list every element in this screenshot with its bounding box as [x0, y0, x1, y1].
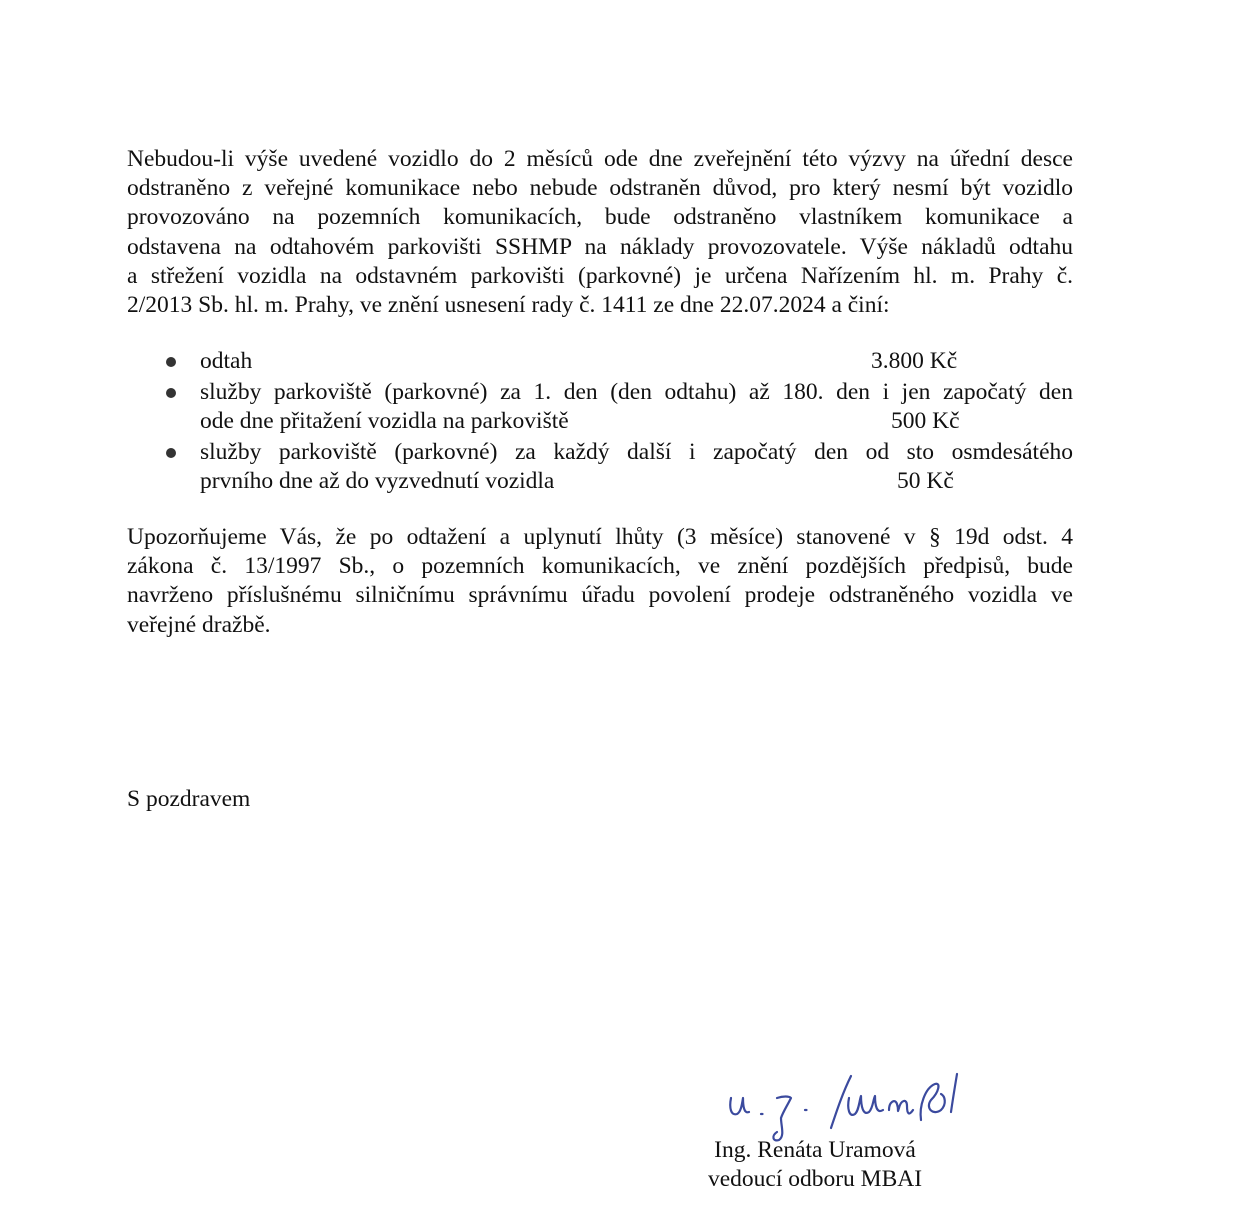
paragraph-line: odstraněno z veřejné komunikace nebo nebude odstraněn důvod, pro který nesmí být vozidlo	[127, 175, 1073, 202]
fee-description: služby parkoviště (parkovné) za každý další i započatý den od sto osmdesátého	[200, 438, 1073, 465]
fee-description: odtah	[200, 348, 253, 374]
fee-description: služby parkoviště (parkovné) za 1. den (den odtahu) až 180. den i jen započatý den	[200, 378, 1073, 405]
signer-role: vedoucí odboru MBAI	[707, 1166, 923, 1192]
paragraph-line: veřejné dražbě.	[127, 611, 271, 638]
notice-paragraph	[127, 145, 1073, 320]
fee-price: 50 Kč	[897, 468, 954, 494]
paragraph-line: zákona č. 13/1997 Sb., o pozemních komunikacích, ve znění pozdějších předpisů, bude	[127, 553, 1073, 580]
auction-notice-paragraph	[127, 523, 1073, 640]
bullet-icon	[166, 388, 176, 398]
greeting: S pozdravem	[127, 786, 251, 812]
bullet-icon	[166, 448, 176, 458]
paragraph-line: a střežení vozidla na odstavném parkovišti (parkovné) je určena Nařízením hl. m. Prahy č.	[127, 262, 1073, 289]
signer-block	[690, 1136, 940, 1194]
fee-item-parking-first-180-days	[163, 378, 1073, 437]
fee-description: prvního dne až do vyzvednutí vozidla	[200, 468, 555, 494]
bullet-icon	[166, 357, 176, 367]
fee-price: 3.800 Kč	[871, 348, 958, 374]
fee-price: 500 Kč	[891, 408, 960, 434]
fee-list	[163, 347, 1073, 497]
fee-line	[200, 467, 1073, 497]
paragraph-line: provozováno na pozemních komunikacích, bude odstraněno vlastníkem komunikace a	[127, 204, 1073, 231]
paragraph-line: navrženo příslušnému silničnímu správnímu úřadu povolení prodeje odstraněného vozidla ve	[127, 582, 1073, 609]
signer-name: Ing. Renáta Uramová	[714, 1137, 916, 1163]
fee-description: ode dne přitažení vozidla na parkoviště	[200, 408, 569, 434]
handwritten-signature	[725, 1070, 975, 1145]
fee-line	[200, 407, 1073, 437]
paragraph-line: odstavena na odtahovém parkovišti SSHMP na náklady provozovatele. Výše nákladů odtahu	[127, 233, 1073, 260]
fee-item-parking-after-180-days	[163, 438, 1073, 497]
fee-line	[200, 347, 1073, 377]
paragraph-line: 2/2013 Sb. hl. m. Prahy, ve znění usnesení rady č. 1411 ze dne 22.07.2024 a činí:	[127, 292, 890, 319]
fee-item-towing	[163, 347, 1073, 377]
paragraph-line: Nebudou-li výše uvedené vozidlo do 2 měsíců ode dne zveřejnění této výzvy na úřední desce	[127, 146, 1073, 172]
paragraph-line: Upozorňujeme Vás, že po odtažení a uplynutí lhůty (3 měsíce) stanovené v § 19d odst. 4	[127, 524, 1073, 550]
